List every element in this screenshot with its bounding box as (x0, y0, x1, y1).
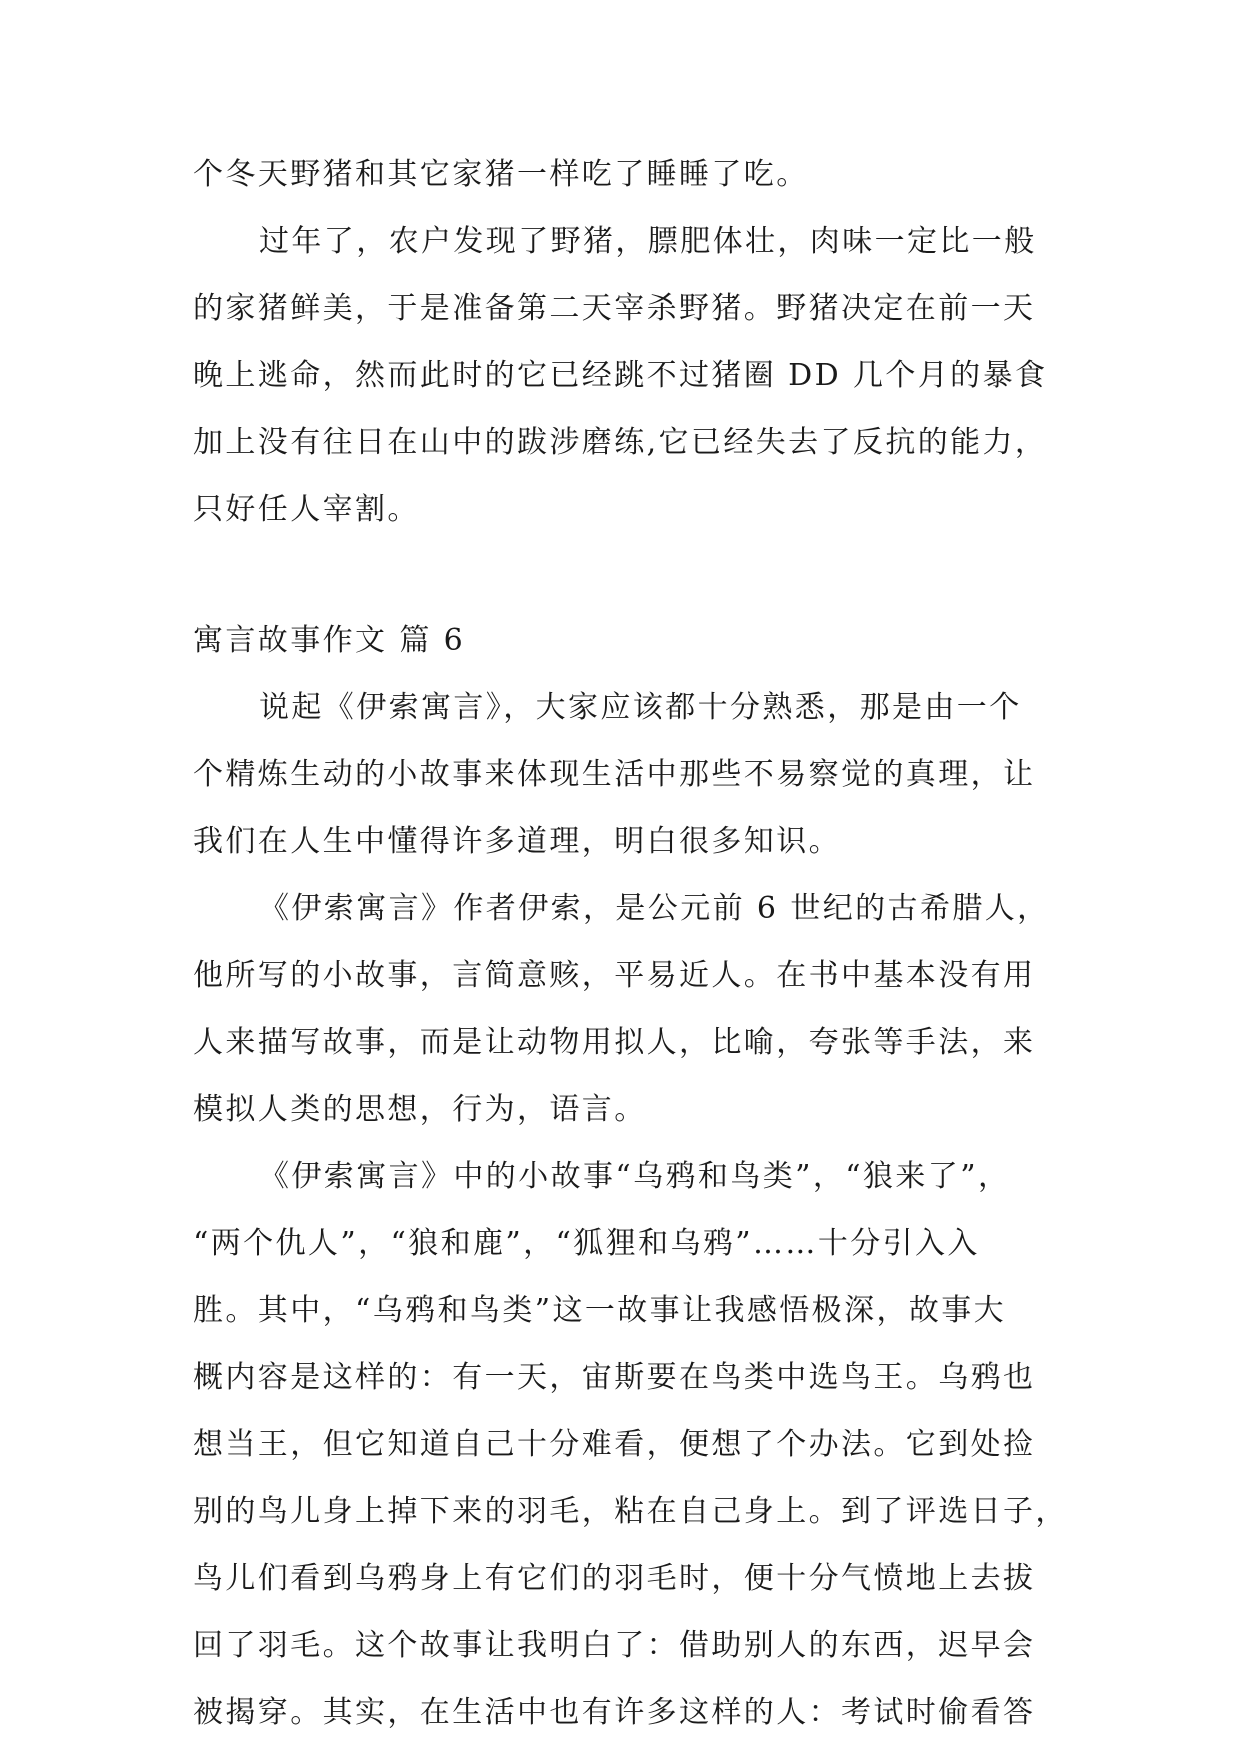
paragraph-line: 个冬天野猪和其它家猪一样吃了睡睡了吃。 (193, 157, 809, 192)
paragraph-line: 加上没有往日在山中的跋涉磨练,它已经失去了反抗的能力， (193, 425, 1048, 460)
paragraph-line: 的家猪鲜美，于是准备第二天宰杀野猪。野猪决定在前一天 (193, 291, 1036, 326)
paragraph-line: 模拟人类的思想，行为，语言。 (193, 1092, 647, 1127)
paragraph-line: 别的鸟儿身上掉下来的羽毛，粘在自己身上。到了评选日子， (193, 1494, 1068, 1529)
paragraph-line: 晚上逃命，然而此时的它已经跳不过猪圈 DD 几个月的暴食 (193, 358, 1048, 393)
paragraph-line: 《伊索寓言》作者伊索，是公元前 6 世纪的古希腊人， (259, 891, 1050, 926)
paragraph-line: 被揭穿。其实，在生活中也有许多这样的人：考试时偷看答 (193, 1695, 1036, 1730)
paragraph-line: 说起《伊索寓言》，大家应该都十分熟悉，那是由一个 (259, 690, 1022, 725)
section-heading: 寓言故事作文 篇 6 (193, 623, 466, 658)
paragraph-line: 他所写的小故事，言简意赅，平易近人。在书中基本没有用 (193, 958, 1036, 993)
paragraph-line: 回了羽毛。这个故事让我明白了：借助别人的东西，迟早会 (193, 1628, 1036, 1663)
paragraph-line: 鸟儿们看到乌鸦身上有它们的羽毛时，便十分气愤地上去拔 (193, 1561, 1036, 1596)
paragraph-line: 过年了，农户发现了野猪，膘肥体壮，肉味一定比一般 (259, 224, 1037, 259)
paragraph-line: 《伊索寓言》中的小故事“乌鸦和鸟类”，“狼来了”， (259, 1159, 1011, 1194)
paragraph-line: 只好任人宰割。 (193, 492, 420, 527)
document-body (193, 156, 1068, 1761)
paragraph-line: 胜。其中，“乌鸦和鸟类”这一故事让我感悟极深，故事大 (193, 1293, 1007, 1328)
paragraph-line: 人来描写故事，而是让动物用拟人，比喻，夸张等手法，来 (193, 1025, 1036, 1060)
paragraph-line: 想当王，但它知道自己十分难看，便想了个办法。它到处捡 (193, 1427, 1036, 1462)
paragraph-line: “两个仇人”，“狼和鹿”，“狐狸和乌鸦”……十分引入入 (193, 1226, 980, 1261)
paragraph-line: 我们在人生中懂得许多道理，明白很多知识。 (193, 824, 841, 859)
paragraph-line: 个精炼生动的小故事来体现生活中那些不易察觉的真理，让 (193, 757, 1036, 792)
paragraph-line: 概内容是这样的：有一天，宙斯要在鸟类中选鸟王。乌鸦也 (193, 1360, 1036, 1395)
